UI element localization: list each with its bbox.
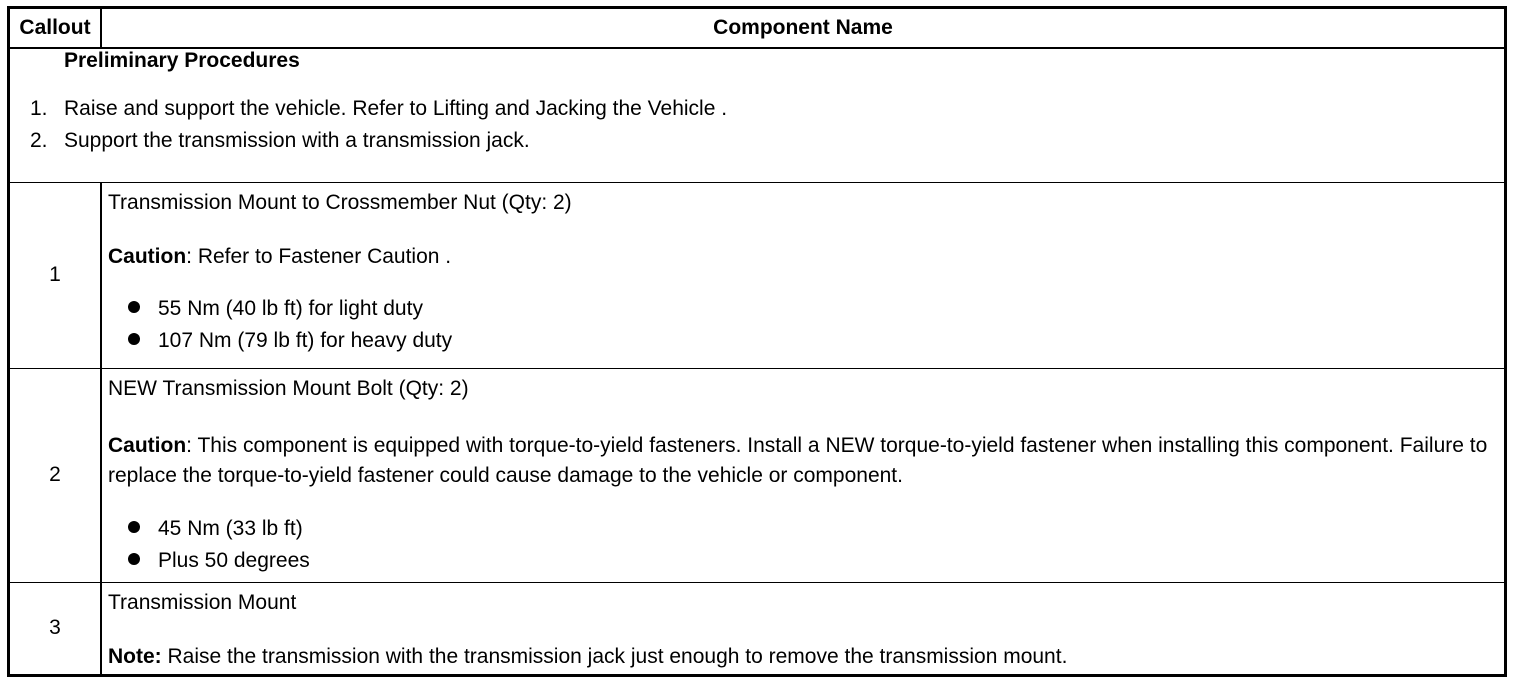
- caution-note: [108, 431, 1504, 491]
- caution-note: [108, 245, 1504, 269]
- caution-label: Caution: [108, 244, 187, 268]
- callout-cell: 3: [9, 582, 102, 676]
- note-text: Raise the transmission with the transmission jack just enough to remove the transmission mount.: [161, 644, 1068, 668]
- list-item: [108, 545, 1504, 577]
- bullet-icon: [128, 301, 140, 313]
- table-row: [9, 182, 1506, 368]
- step-number: 1.: [30, 97, 48, 120]
- torque-spec-list: [108, 293, 1504, 357]
- component-table: [7, 6, 1507, 677]
- bullet-icon: [128, 333, 140, 345]
- caution-text: : This component is equipped with torque-to-yield fasteners. Install a NEW torque-to-yield fastener when installing this component. Failure to replace the torque-to-yield fastener could cause damage to the vehicle or component.: [108, 433, 1488, 487]
- caution-text: : Refer to Fastener Caution .: [186, 244, 452, 268]
- component-cell: [101, 368, 1506, 582]
- step-item: [30, 125, 1504, 157]
- caution-label: Caution: [108, 433, 187, 457]
- spec-text: 107 Nm (79 lb ft) for heavy duty: [158, 328, 453, 352]
- component-name: Transmission Mount to Crossmember Nut (Qty: 2): [108, 190, 572, 214]
- note-label: Note:: [108, 644, 162, 668]
- callout-header: Callout: [9, 8, 102, 49]
- header-row: [9, 8, 1506, 49]
- callout-cell: 1: [9, 182, 102, 368]
- spec-text: 55 Nm (40 lb ft) for light duty: [158, 296, 423, 320]
- bullet-icon: [128, 521, 140, 533]
- preliminary-procedures: [9, 48, 1506, 182]
- step-text: Support the transmission with a transmission jack.: [64, 129, 530, 152]
- component-cell: [101, 182, 1506, 368]
- list-item: [108, 513, 1504, 545]
- step-text: Raise and support the vehicle. Refer to Lifting and Jacking the Vehicle .: [64, 97, 728, 120]
- callout-cell: 2: [9, 368, 102, 582]
- spec-text: Plus 50 degrees: [158, 548, 310, 572]
- spec-text: 45 Nm (33 lb ft): [158, 516, 303, 540]
- list-item: [108, 325, 1504, 357]
- step-item: [30, 93, 1504, 125]
- component-name-header: Component Name: [101, 8, 1506, 49]
- component-name: Transmission Mount: [108, 590, 297, 614]
- torque-spec-list: [108, 513, 1504, 577]
- component-cell: [101, 582, 1506, 676]
- table-row: [9, 368, 1506, 582]
- preliminary-title: Preliminary Procedures: [64, 49, 300, 72]
- preliminary-row: [9, 48, 1506, 182]
- step-number: 2.: [30, 129, 48, 152]
- table-row: [9, 582, 1506, 676]
- preliminary-steps: [10, 93, 1504, 157]
- note: [108, 645, 1504, 669]
- bullet-icon: [128, 553, 140, 565]
- list-item: [108, 293, 1504, 325]
- component-name: NEW Transmission Mount Bolt (Qty: 2): [108, 376, 469, 400]
